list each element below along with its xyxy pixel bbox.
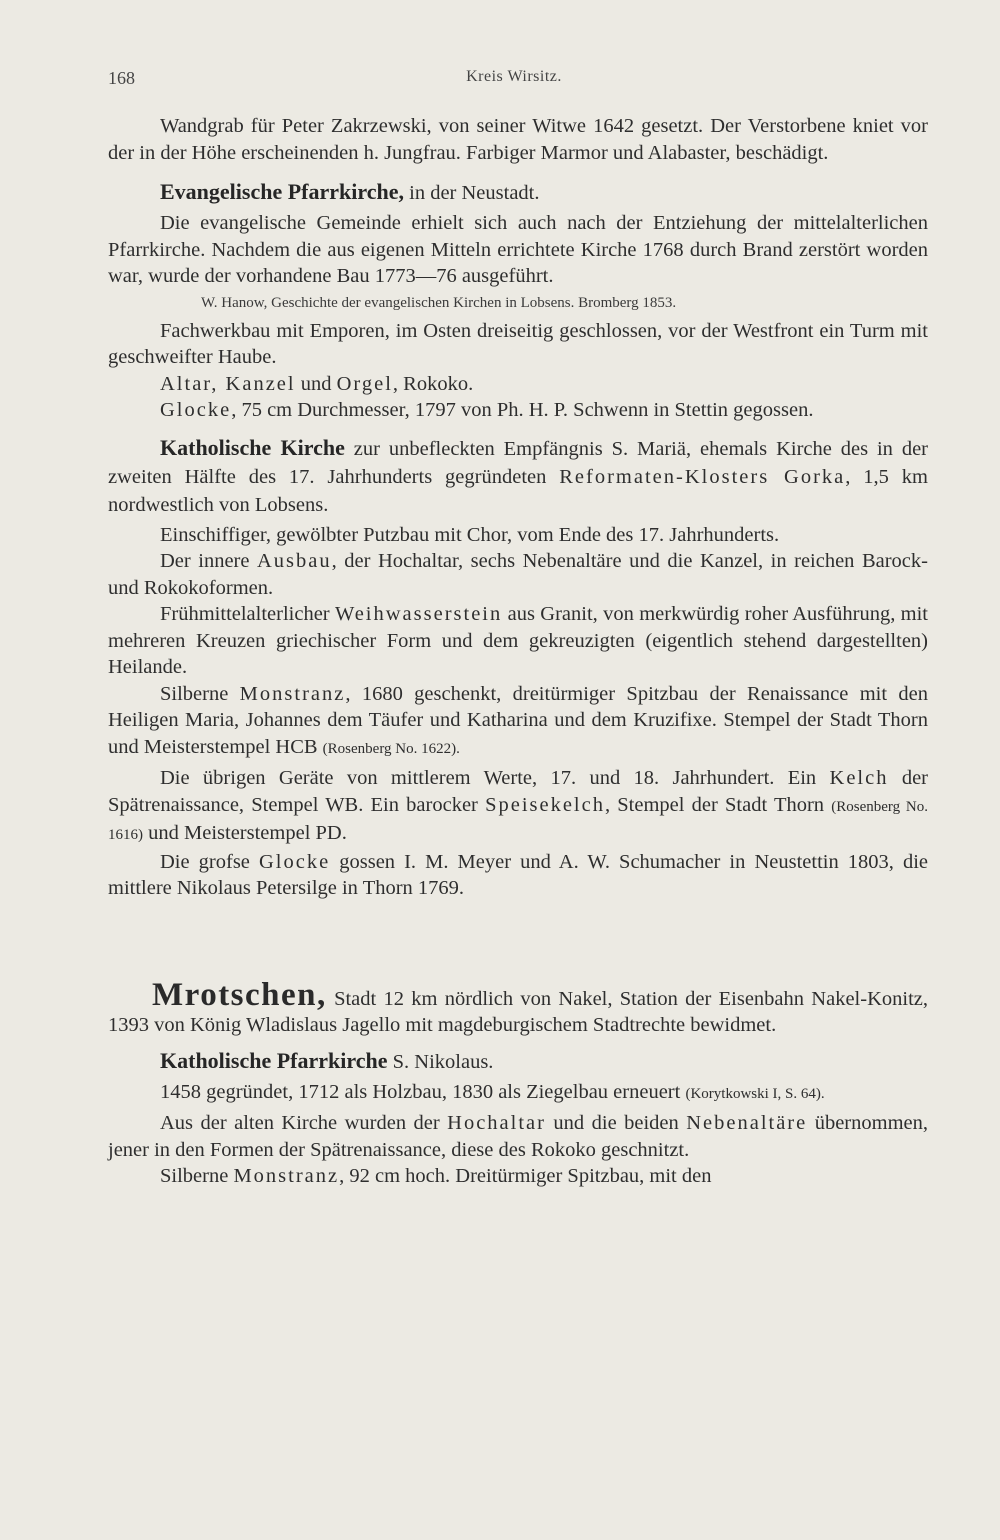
paragraph-text: und <box>295 372 337 395</box>
bibliographic-note: W. Hanow, Geschichte der evangelischen Kirchen in Lobsens. Bromberg 1853. <box>201 294 677 311</box>
spaced-term: Monstranz <box>233 1165 340 1187</box>
running-title: Kreis Wirsitz. <box>466 68 562 85</box>
paragraph-text: gossen I. M. Meyer und A. W. Schumacher in Neustettin 1803, die mittlere Nikolaus Petersilge in Thorn 1769. <box>108 850 928 899</box>
spaced-term: Hochaltar <box>447 1112 546 1134</box>
spaced-term: Monstranz <box>239 682 346 705</box>
section-heading-katholische-kirche <box>108 434 928 519</box>
paragraph-ausbau <box>108 548 928 601</box>
paragraph-glocke <box>108 397 928 424</box>
paragraph-altar <box>108 371 928 398</box>
paragraph-text: und Meisterstempel PD. <box>143 822 347 844</box>
spaced-term: Weihwasserstein <box>335 603 503 625</box>
paragraph-text: übernommen, jener in den Formen der Spätrenaissance, diese des Rokoko geschnitzt. <box>108 1112 928 1161</box>
paragraph-text: der Spätrenaissance, Stempel WB. Ein barocker <box>108 767 928 816</box>
town-title: Mrotschen, <box>152 976 327 1013</box>
heading-title: Evangelische Pfarrkirche, <box>160 179 404 204</box>
paragraph-text: , Rokoko. <box>392 372 474 395</box>
citation: (Rosenberg No. 1616) <box>108 798 928 843</box>
paragraph-alte-kirche <box>108 1110 928 1163</box>
paragraph-grosse-glocke <box>108 849 928 902</box>
citation: (Rosenberg No. 1622). <box>322 740 460 757</box>
paragraph-text: , Stempel der Stadt Thorn <box>604 793 832 816</box>
paragraph-text: , 75 cm Durchmesser, 1797 von Ph. H. P. Schwenn in Stettin gegossen. <box>231 399 814 421</box>
heading-subtitle: in der Neustadt. <box>404 182 540 204</box>
page-body <box>108 113 928 1190</box>
paragraph-wandgrab <box>108 113 928 166</box>
paragraph-monstranz-2 <box>108 1163 928 1190</box>
paragraph-text: Wandgrab für Peter Zakrzewski, von seiner Witwe 1642 gesetzt. Der Verstorbene kniet vor der in der Höhe erscheinenden h. Jungfrau. Farbiger Marmor und Alabaster, beschädigt. <box>108 115 928 164</box>
paragraph-text: und die beiden <box>545 1112 687 1134</box>
section-heading-evangelische-pfarrkirche <box>108 178 928 207</box>
paragraph-geraete <box>108 765 928 849</box>
paragraph-text: aus Granit, von merkwürdig roher Ausführung, mit mehreren Kreuzen griechischer Form und dem gekreuzigten (eigentlich stehend dargestellten) Heilande. <box>108 603 929 678</box>
paragraph-text: Silberne <box>160 682 240 705</box>
paragraph-text: Stadt 12 km nördlich von Nakel, Station der Eisenbahn Nakel-Konitz, 1393 von König Wladislaus Jagello mit magdeburgischem Stadtrechte bewidmet. <box>108 987 928 1036</box>
paragraph-text: Der innere <box>160 550 257 572</box>
paragraph-fachwerkbau <box>108 318 928 371</box>
paragraph-weihwasserstein <box>108 601 928 681</box>
heading-title: Katholische Kirche <box>160 434 345 460</box>
paragraph-monstranz <box>108 681 928 763</box>
paragraph-text: Die evangelische Gemeinde erhielt sich auch nach der Entziehung der mittelalterlichen Pfarrkirche. Nachdem die aus eigenen Mitteln errichtete Kirche 1768 durch Brand zerstört worden war, wurde der vorhandene Bau 1773—76 ausgeführt. <box>108 212 928 287</box>
spaced-term: Nebenaltäre <box>686 1112 808 1134</box>
paragraph-text: , der Hochaltar, sechs Nebenaltäre und die Kanzel, in reichen Barock- und Rokokoformen. <box>108 550 928 599</box>
citation: (Korytkowski I, S. 64). <box>685 1085 825 1102</box>
paragraph-einschiffiger <box>108 522 928 549</box>
town-heading-mrotschen <box>108 976 928 1039</box>
spaced-term: Orgel <box>336 372 393 395</box>
paragraph-history <box>108 210 928 290</box>
heading-subtitle: S. Nikolaus. <box>387 1050 494 1073</box>
paragraph-text: Aus der alten Kirche wurden der <box>160 1112 448 1134</box>
paragraph-text: Die grofse <box>160 850 259 873</box>
spaced-term: Reformaten-Klosters Gorka <box>559 465 846 488</box>
running-header <box>108 68 920 92</box>
paragraph-text: Einschiffiger, gewölbter Putzbau mit Chor, vom Ende des 17. Jahrhunderts. <box>160 523 780 546</box>
page-number: 168 <box>108 68 135 88</box>
section-heading-katholische-pfarrkirche <box>108 1047 928 1076</box>
paragraph-text: Frühmittelalterlicher <box>160 603 335 625</box>
heading-text: zur unbefleckten Empfängnis S. Mariä, ehemals Kirche des in der zweiten Hälfte des 17. Jahrhunderts gegründeten <box>108 437 929 488</box>
paragraph-text: Silberne <box>160 1165 234 1187</box>
spaced-term: Glocke <box>160 399 232 421</box>
paragraph-gegruendet <box>108 1079 928 1108</box>
paragraph-text: Fachwerkbau mit Emporen, im Osten dreiseitig geschlossen, vor der Westfront ein Turm mit geschweifter Haube. <box>108 319 928 368</box>
spaced-term: Altar, Kanzel <box>160 372 296 395</box>
paragraph-text: , 1680 geschenkt, dreitürmiger Spitzbau der Renaissance mit den Heiligen Maria, Johannes dem Täufer und Katharina und dem Kruzifixe. Stempel der Stadt Thorn und Meisterstempel HCB <box>108 682 928 758</box>
heading-text: , 1,5 km nordwestlich von Lobsens. <box>108 465 928 516</box>
paragraph-text: Die übrigen Geräte von mittlerem Werte, 17. und 18. Jahrhundert. Ein <box>160 767 830 789</box>
paragraph-text: 1458 gegründet, 1712 als Holzbau, 1830 als Ziegelbau erneuert <box>160 1080 686 1103</box>
spaced-term: Glocke <box>258 850 331 873</box>
spaced-term: Kelch <box>829 767 889 789</box>
heading-title: Katholische Pfarrkirche <box>160 1047 388 1073</box>
paragraph-text: , 92 cm hoch. Dreitürmiger Spitzbau, mit den <box>339 1165 712 1187</box>
spaced-term: Speisekelch <box>485 793 605 816</box>
spaced-term: Ausbau <box>257 550 332 572</box>
